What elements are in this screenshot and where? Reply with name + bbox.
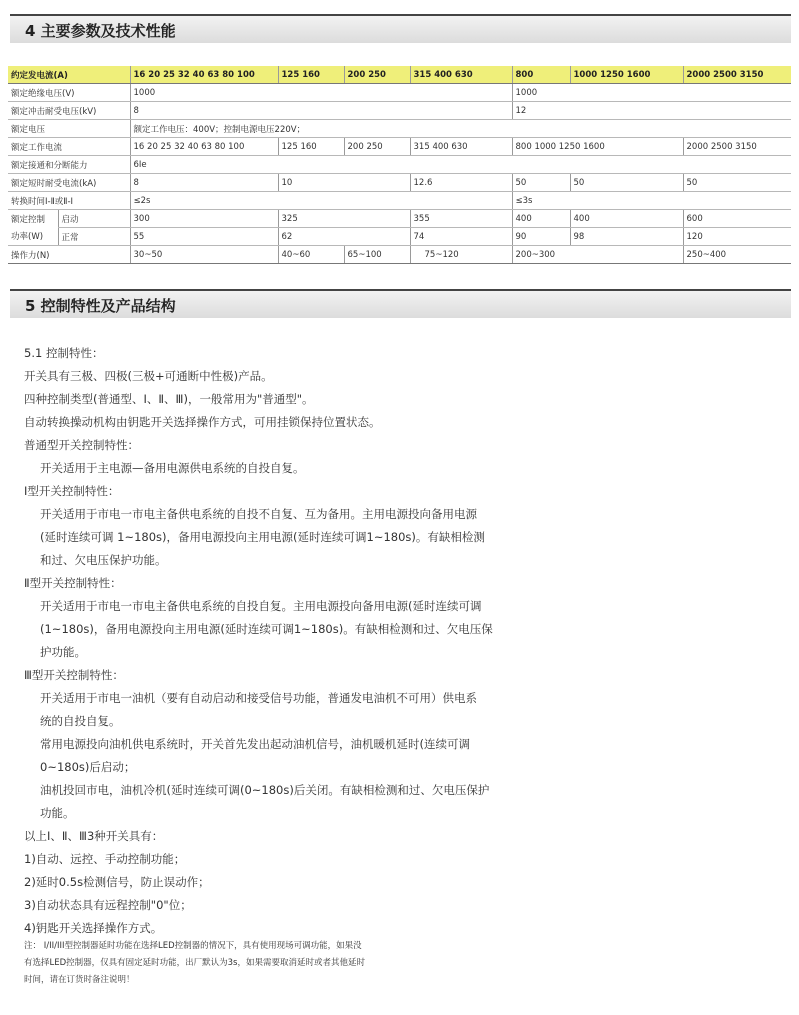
table-cell: 1000 (512, 84, 791, 102)
table-cell: 10 (278, 174, 410, 192)
table-cell: 2000 2500 3150 (683, 138, 791, 156)
table-cell: 30~50 (130, 246, 278, 264)
text-line: 和过、欠电压保护功能。 (40, 553, 167, 567)
text-line: 四种控制类型(普通型、Ⅰ、Ⅱ、Ⅲ)，一般常用为"普通型"。 (24, 392, 314, 406)
table-cell: 120 (683, 228, 791, 246)
table-cell: 50 (570, 174, 683, 192)
table-cell: 250~400 (683, 246, 791, 264)
text-line: 油机投回市电，油机冷机(延时连续可调(0~180s)后关闭。有缺相检测和过、欠电压保护 (40, 783, 490, 797)
text-line: 功能。 (40, 806, 75, 820)
table-row (8, 174, 791, 192)
table-cell: 6Ie (130, 156, 791, 174)
footnote (24, 938, 444, 989)
text-line: 统的自投自复。 (40, 714, 121, 728)
table-cell: 额定工作电压：400V；控制电源电压220V； (130, 120, 791, 138)
table-cell: 74 (410, 228, 512, 246)
table-cell: 16 20 25 32 40 63 80 100 (130, 138, 278, 156)
table-cell: 98 (570, 228, 683, 246)
text-line: 普通型开关控制特性： (24, 438, 139, 452)
text-line: (1~180s)，备用电源投向主用电源(延时连续可调1~180s)。有缺相检测和过、欠电压保 (40, 622, 493, 636)
table-row (8, 102, 791, 120)
table-cell: 90 (512, 228, 570, 246)
note-line: 有选择LED控制器，仅具有固定延时功能，出厂默认为3s，如果需要取消延时或者其他延时 (24, 958, 365, 968)
text-line: 0~180s)后启动； (40, 760, 136, 774)
table-cell: ≤2s (130, 192, 512, 210)
header-label: 约定发电流(A) (8, 66, 130, 84)
header-cell: 800 (512, 66, 570, 84)
table-header-row (8, 66, 791, 84)
table-cell: 40~60 (278, 246, 344, 264)
row-label: 转换时间Ⅰ-Ⅱ或Ⅱ-Ⅰ (8, 192, 130, 210)
header-cell: 315 400 630 (410, 66, 512, 84)
table-cell: 125 160 (278, 138, 344, 156)
table-cell: 50 (512, 174, 570, 192)
control-characteristics-text (24, 342, 554, 940)
table-cell: 200 250 (344, 138, 410, 156)
table-cell: 600 (683, 210, 791, 228)
table-cell: 800 1000 1250 1600 (512, 138, 683, 156)
note-line: 时间，请在订货时备注说明！ (24, 975, 135, 985)
table-row (8, 84, 791, 102)
table-cell: 55 (130, 228, 278, 246)
table-cell: 355 (410, 210, 512, 228)
note-line: 注： I/II/III型控制器延时功能在选择LED控制器的情况下，具有使用现场可调功能，如果没 (24, 941, 362, 951)
header-cell: 125 160 (278, 66, 344, 84)
row-label: 额定短时耐受电流(kA) (8, 174, 130, 192)
table-row (8, 120, 791, 138)
table-cell: 62 (278, 228, 410, 246)
table-cell: 1000 (130, 84, 512, 102)
table-cell: 315 400 630 (410, 138, 512, 156)
table-cell: ≤3s (512, 192, 791, 210)
section-5-title: 5 控制特性及产品结构 (25, 297, 176, 315)
section-5-header (10, 289, 791, 318)
text-line: 开关适用于市电一油机（要有自动启动和接受信号功能，普通发电油机不可用）供电系 (40, 691, 477, 705)
text-line: 2)延时0.5s检测信号，防止误动作； (24, 875, 210, 889)
text-line: 开关适用于市电一市电主备供电系统的自投自复。主用电源投向备用电源(延时连续可调 (40, 599, 482, 613)
parameters-table (8, 66, 791, 264)
text-line: Ⅰ型开关控制特性： (24, 484, 120, 498)
row-label: 额定冲击耐受电压(kV) (8, 102, 130, 120)
header-cell: 16 20 25 32 40 63 80 100 (130, 66, 278, 84)
table-cell: 65~100 (344, 246, 410, 264)
table-row (8, 156, 791, 174)
text-line: 开关适用于市电一市电主备供电系统的自投不自复、互为备用。主用电源投向备用电源 (40, 507, 477, 521)
text-line: 4)钥匙开关选择操作方式。 (24, 921, 163, 935)
row-sublabel: 启动 (58, 210, 130, 228)
text-line: 开关适用于主电源—备用电源供电系统的自投自复。 (40, 461, 305, 475)
text-line: Ⅱ型开关控制特性： (24, 576, 122, 590)
text-line: 5.1 控制特性： (24, 346, 104, 360)
table-cell: 50 (683, 174, 791, 192)
row-label: 额定绝缘电压(V) (8, 84, 130, 102)
row-label: 额定接通和分断能力 (8, 156, 130, 174)
table-row (8, 210, 791, 228)
section-4-header (10, 14, 791, 43)
row-label: 额定工作电流 (8, 138, 130, 156)
row-label: 功率(W) (8, 228, 58, 246)
table-row (8, 138, 791, 156)
table-cell: 8 (130, 102, 512, 120)
table-row (8, 246, 791, 264)
table-cell: 200~300 (512, 246, 683, 264)
table-row (8, 228, 791, 246)
text-line: Ⅲ型开关控制特性： (24, 668, 124, 682)
header-cell: 2000 2500 3150 (683, 66, 791, 84)
row-label: 额定电压 (8, 120, 130, 138)
table-cell: 325 (278, 210, 410, 228)
text-line: 1)自动、远控、手动控制功能； (24, 852, 186, 866)
table-row (8, 192, 791, 210)
table-cell: 300 (130, 210, 278, 228)
text-line: (延时连续可调 1~180s)，备用电源投向主用电源(延时连续可调1~180s)。有缺相检测 (40, 530, 485, 544)
row-sublabel: 正常 (58, 228, 130, 246)
table-cell: 8 (130, 174, 278, 192)
row-label: 操作力(N) (8, 246, 130, 264)
text-line: 护功能。 (40, 645, 86, 659)
text-line: 3)自动状态具有远程控制"0"位； (24, 898, 192, 912)
table-cell: 12.6 (410, 174, 512, 192)
text-line: 自动转换操动机构由钥匙开关选择操作方式，可用挂锁保持位置状态。 (24, 415, 381, 429)
header-cell: 200 250 (344, 66, 410, 84)
text-line: 常用电源投向油机供电系统时，开关首先发出起动油机信号，油机暖机延时(连续可调 (40, 737, 470, 751)
section-4-title: 4 主要参数及技术性能 (25, 22, 176, 40)
table-cell: 12 (512, 102, 791, 120)
header-cell: 1000 1250 1600 (570, 66, 683, 84)
table-cell: 400 (570, 210, 683, 228)
row-label: 额定控制 (11, 214, 46, 225)
text-line: 开关具有三极、四极(三极+可通断中性极)产品。 (24, 369, 273, 383)
table-cell: 400 (512, 210, 570, 228)
table-cell: 75~120 (410, 246, 512, 264)
text-line: 以上Ⅰ、Ⅱ、Ⅲ3种开关具有： (24, 829, 164, 843)
